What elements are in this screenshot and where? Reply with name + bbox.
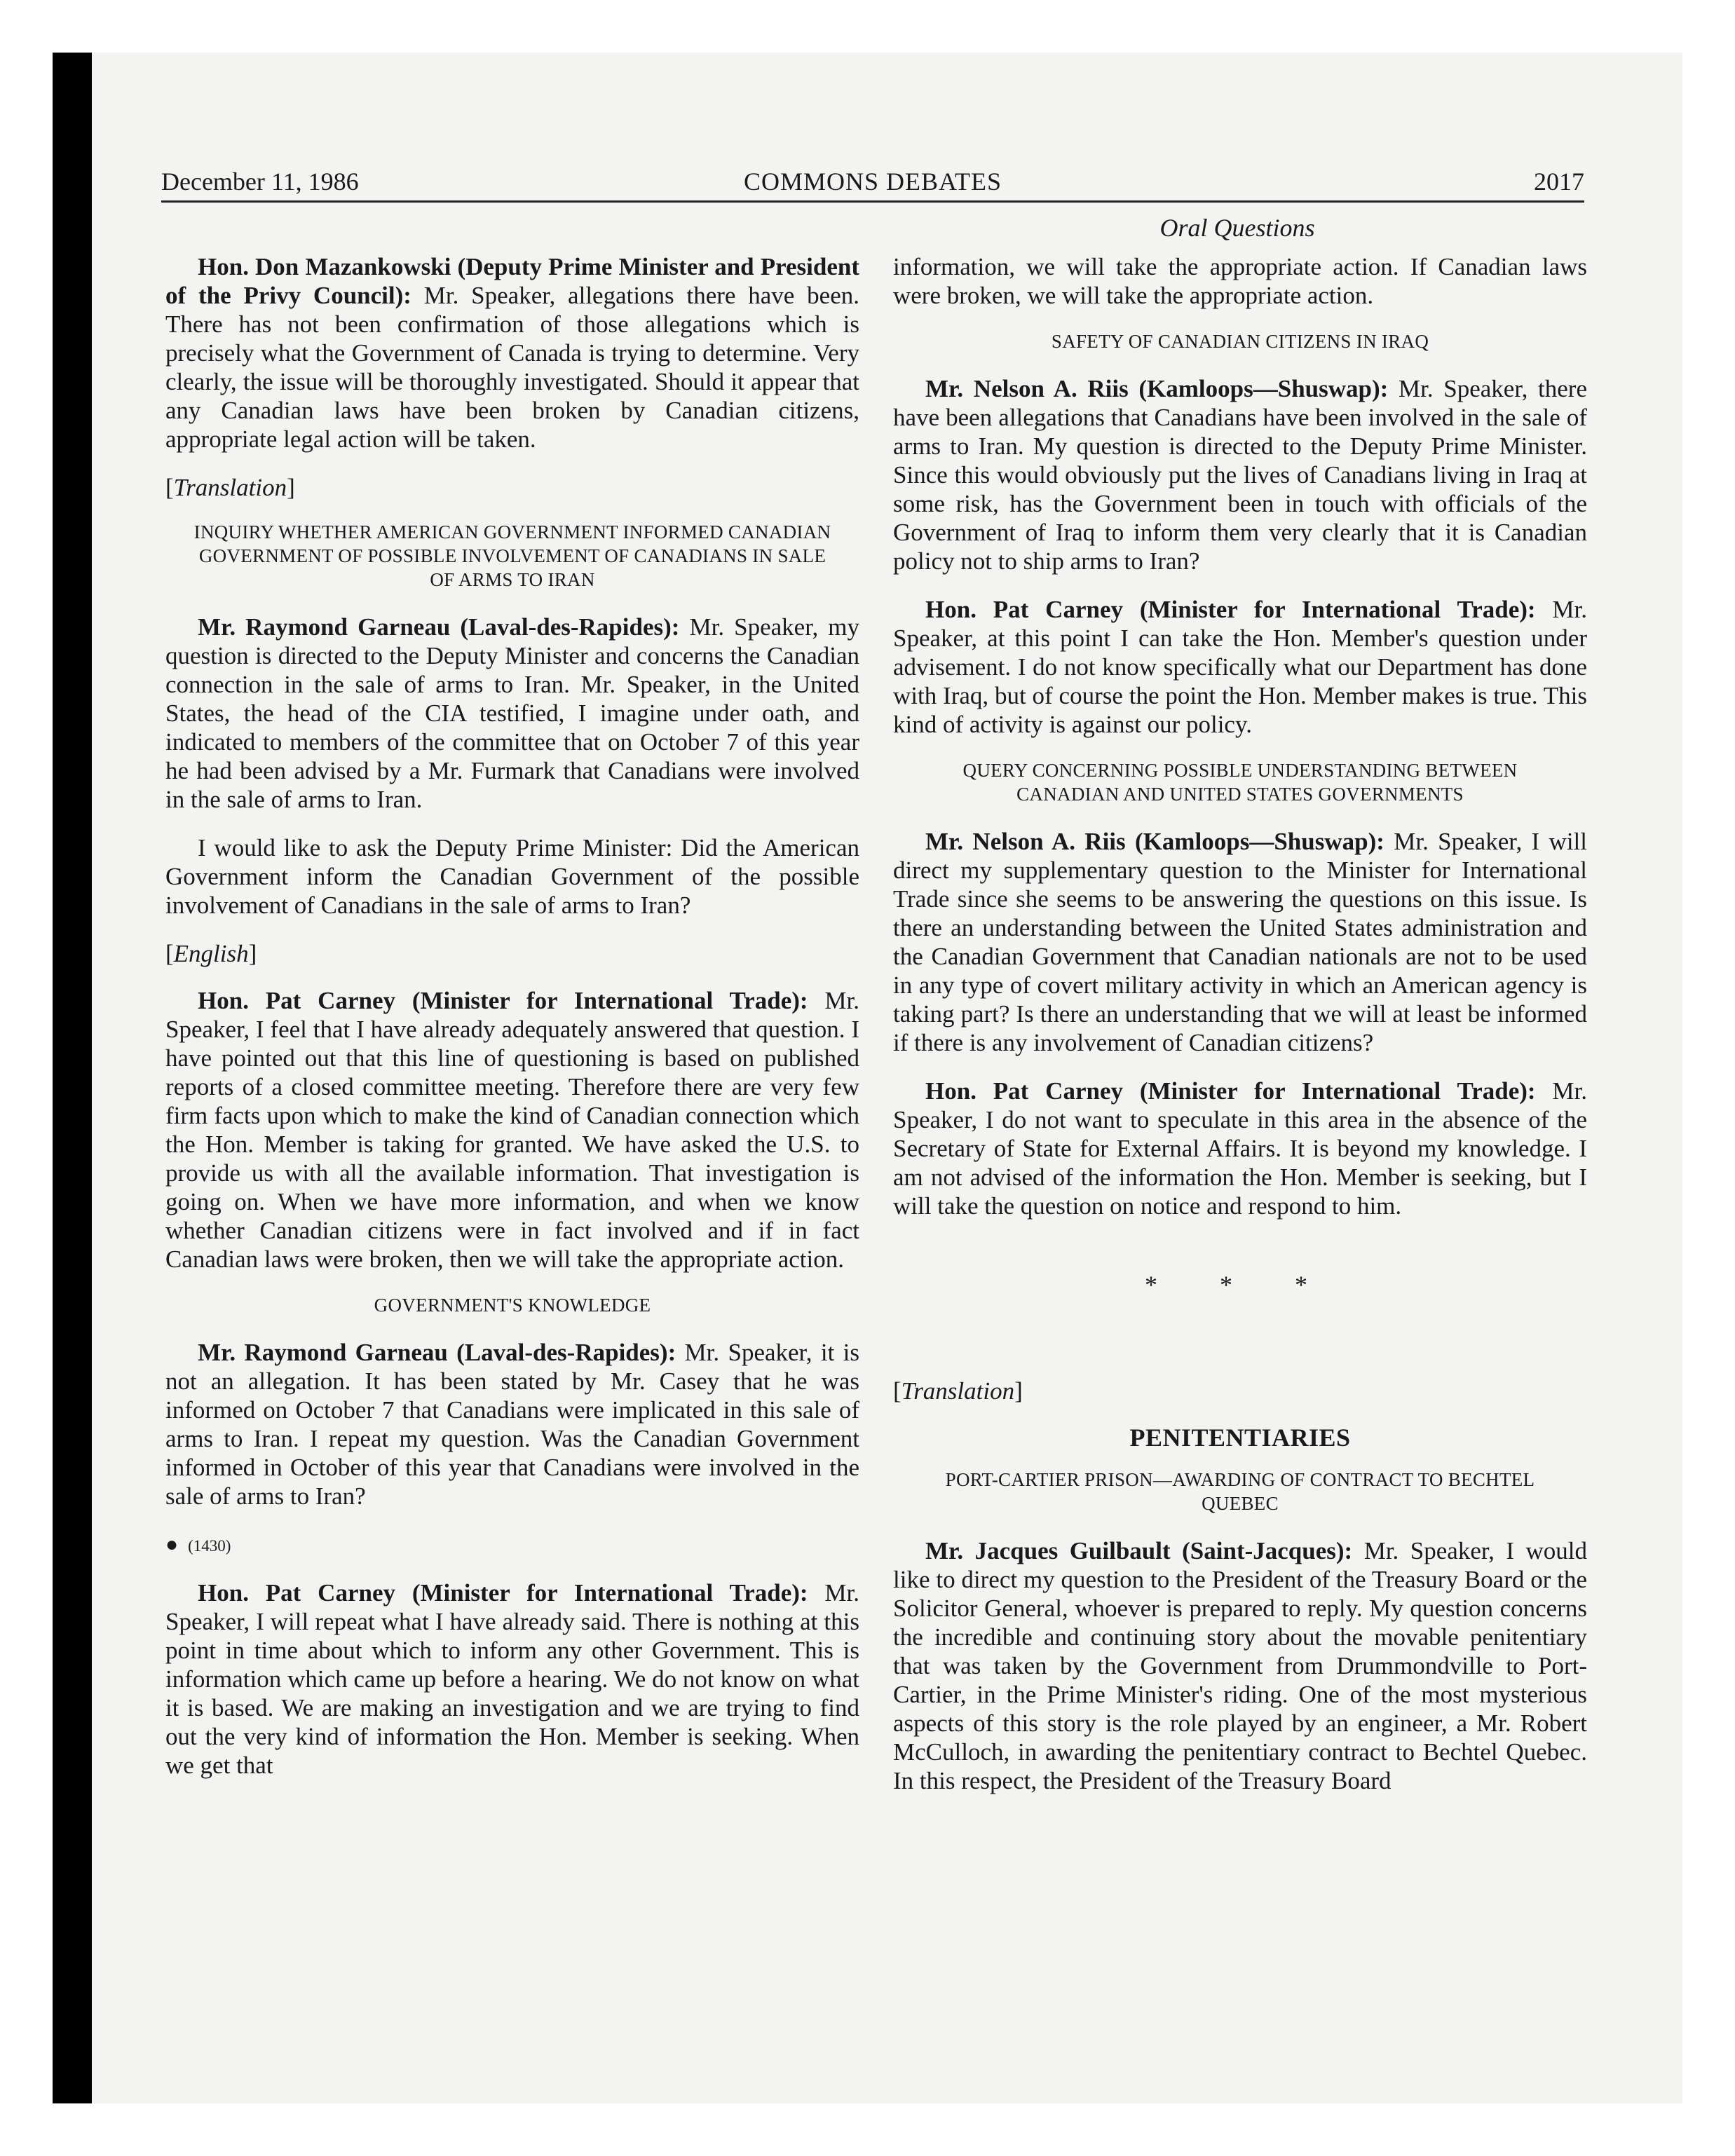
speech-text: Mr. Speaker, it is not an allegation. It has been stated by Mr. Casey that he was informed on October 7 that Canadians were implicated in this sale of arms to Iran. I repeat my question. Was the Canadian Government informed in October of this year that Canadians were involved in the sale of arms to Iran? (165, 1339, 859, 1510)
paragraph (165, 1578, 859, 1780)
speech-text: Mr. Speaker, I will repeat what I have already said. There is nothing at this point in time about which to inform any other Government. This is information which came up before a hearing. We do not know on what it is based. We are making an investigation and we are trying to find out the very kind of information the Hon. Member is seeking. When we get that (165, 1579, 859, 1779)
speech-text: Mr. Speaker, there have been allegations that Canadians have been involved in the sale of arms to Iran. My question is directed to the Deputy Prime Minister. Since this would obviously put the lives of Canadians living in Iraq at some risk, has the Government been in touch with officials of the Government of Iraq to inform them very clearly that it is Canadian policy not to ship arms to Iran? (893, 375, 1587, 575)
speech-text: Mr. Speaker, at this point I can take the Hon. Member's question under advisement. I do not know specifically what our Department has done with Iraq, but of course the point the Hon. Member makes is true. This kind of activity is against our policy. (893, 596, 1587, 738)
speaker-name: Hon. Pat Carney (Minister for International Trade): (925, 596, 1536, 623)
binding-edge (53, 53, 92, 2103)
paragraph (893, 1077, 1587, 1220)
speech-text: Mr. Speaker, my question is directed to the Deputy Minister and concerns the Canadian connection in the sale of arms to Iran. Mr. Speaker, in the United States, the head of the CIA testified, I imagine under oath, and indicated to members of the committee that on October 7 of this year he had been advised by a Mr. Furmark that Canadians were involved in the sale of arms to Iran. (165, 613, 859, 813)
speech-text: Mr. Speaker, I feel that I have already adequately answered that question. I have pointed out that this line of questioning is based on published reports of a closed committee meeting. Therefore there are very few firm facts upon which to make the kind of Canadian connection which the Hon. Member is taking for granted. We have asked the U.S. to provide us with all the available information. That investigation is going on. When we have more information, and when we know whether Canadian citizens were in fact involved and if in fact Canadian laws were broken, then we will take the appropriate action. (165, 987, 859, 1273)
subheading: SAFETY OF CANADIAN CITIZENS IN IRAQ (1051, 331, 1429, 352)
language-tag: [Translation] (893, 1377, 1023, 1405)
section-label: Oral Questions (1159, 214, 1315, 242)
speaker-name: Mr. Nelson A. Riis (Kamloops—Shuswap): (925, 375, 1389, 402)
paragraph (165, 1338, 859, 1510)
speaker-name: Mr. Raymond Garneau (Laval-des-Rapides): (198, 613, 680, 641)
paragraph (165, 252, 859, 453)
speech-text: Mr. Speaker, allegations there have been. There has not been confirmation of those allegations which is precisely what the Government of Canada is trying to determine. Very clearly, the issue will be thoroughly investigated. Should it appear that any Canadian laws have been broken by Canadian citizens, appropriate legal action will be taken. (165, 282, 859, 453)
section-separator: * * * (1145, 1271, 1335, 1299)
publication-title: COMMONS DEBATES (743, 168, 1002, 196)
paragraph (165, 613, 859, 814)
speaker-name: Hon. Pat Carney (Minister for International Trade): (925, 1077, 1536, 1105)
subheading: INQUIRY WHETHER AMERICAN GOVERNMENT INFORMED CANADIAN GOVERNMENT OF POSSIBLE INVOLVEMENT OF CANADIANS IN SALE OF ARMS TO IRAN (193, 521, 831, 590)
speaker-name: Hon. Pat Carney (Minister for International Trade): (198, 1579, 808, 1606)
paragraph (165, 986, 859, 1274)
section-heading: PENITENTIARIES (1129, 1424, 1351, 1452)
left-column (165, 252, 859, 1799)
speaker-name: Hon. Pat Carney (Minister for International Trade): (198, 987, 808, 1014)
speaker-name: Mr. Nelson A. Riis (Kamloops—Shuswap): (925, 828, 1384, 855)
paragraph: information, we will take the appropriate action. If Canadian laws were broken, we will take the appropriate action. (893, 253, 1587, 309)
time-marker: ● (1430) (165, 1533, 231, 1556)
speaker-name: Hon. Don Mazankowski (Deputy Prime Minister and President of the Privy Council): (165, 253, 859, 309)
paragraph: I would like to ask the Deputy Prime Minister: Did the American Government inform the Canadian Government of the possible involvement of Canadians in the sale of arms to Iran? (165, 834, 859, 919)
speech-text: Mr. Speaker, I do not want to speculate in this area in the absence of the Secretary of State for External Affairs. It is beyond my knowledge. I am not advised of the information the Hon. Member is seeking, but I will take the question on notice and respond to him. (893, 1077, 1587, 1220)
subheading: QUERY CONCERNING POSSIBLE UNDERSTANDING BETWEEN CANADIAN AND UNITED STATES GOVERNMENTS (962, 760, 1518, 805)
language-tag: [Translation] (165, 474, 295, 501)
paragraph (893, 374, 1587, 575)
paragraph (893, 827, 1587, 1057)
speech-text: Mr. Speaker, I would like to direct my question to the President of the Treasury Board or the Solicitor General, whoever is prepared to reply. My question concerns the incredible and continuing story about the movable penitentiary that was taken by the Government from Drummondville to Port-Cartier, in the Prime Minister's riding. One of the most mysterious aspects of this story is the role played by an engineer, a Mr. Robert McCulloch, in awarding the penitentiary contract to Bechtel Quebec. In this respect, the President of the Treasury Board (893, 1537, 1587, 1794)
paragraph (893, 595, 1587, 739)
speaker-name: Mr. Jacques Guilbault (Saint-Jacques): (925, 1537, 1353, 1564)
subheading: PORT-CARTIER PRISON—AWARDING OF CONTRACT TO BECHTEL QUEBEC (945, 1469, 1535, 1514)
right-column (893, 252, 1587, 1815)
speaker-name: Mr. Raymond Garneau (Laval-des-Rapides): (198, 1339, 676, 1366)
header-date: December 11, 1986 (161, 168, 359, 196)
paragraph (893, 1536, 1587, 1795)
speech-text: Mr. Speaker, I will direct my supplementary question to the Minister for International Trade since she seems to be answering the questions on this issue. Is there an understanding between the United States administration and the Canadian Government that Canadian nationals are not to be used in any type of covert military activity in which an American agency is taking part? Is there an understanding that we will at least be informed if there is any involvement of Canadian citizens? (893, 828, 1587, 1056)
subheading: GOVERNMENT'S KNOWLEDGE (374, 1295, 651, 1316)
running-header (161, 163, 1584, 203)
language-tag: [English] (165, 940, 257, 967)
page-number: 2017 (1534, 168, 1584, 196)
bullet-icon: ● (165, 1533, 179, 1556)
